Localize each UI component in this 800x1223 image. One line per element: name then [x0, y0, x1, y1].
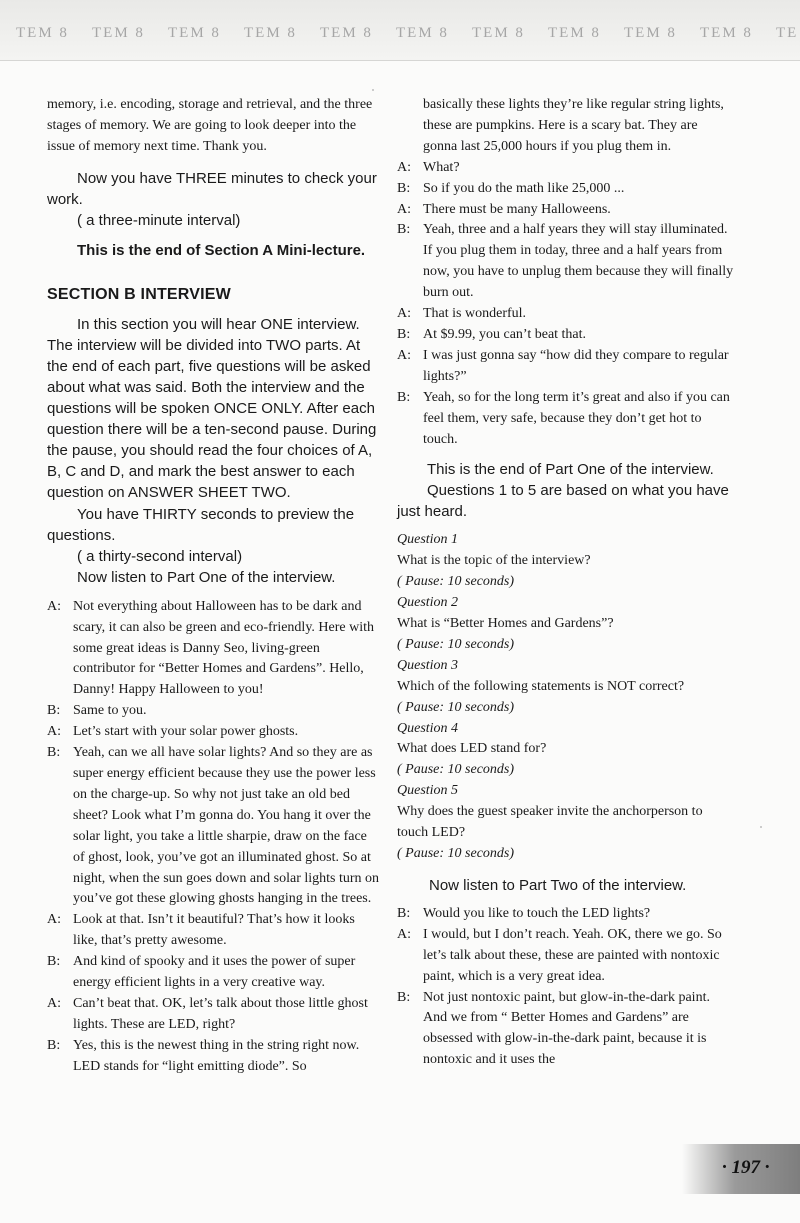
speaker-text: Would you like to touch the LED lights?	[423, 905, 651, 921]
speaker-text: At $9.99, you can’t beat that.	[423, 326, 587, 342]
check-work-instruction: Now you have THREE minutes to check your work.	[47, 169, 377, 208]
running-header	[0, 0, 800, 61]
header-tab: TEM 8	[700, 25, 753, 41]
question-text: What is “Better Homes and Gardens”?	[397, 616, 614, 632]
header-tab: TEM 8	[244, 25, 297, 41]
speaker-text: What?	[423, 159, 460, 175]
header-tab: TEM 8	[548, 25, 601, 41]
speaker-label: B:	[47, 1037, 61, 1053]
question-text: What does LED stand for?	[397, 741, 547, 757]
speaker-text: And kind of spooky and it uses the power of super energy efficient lights in a very creative way.	[73, 954, 356, 991]
question-pause: ( Pause: 10 seconds)	[397, 574, 515, 590]
section-b-instructions: In this section you will hear ONE interview. The interview will be divided into TWO parts. At the end of each part, five questions will be asked about what was said. Both the interview and the questions will be spoken ONCE ONLY. After each question there will be a ten-second pause. During the pause, you should read the four choices of A, B, C and D, and mark the best answer to each question on ANSWER SHEET TWO.	[47, 315, 377, 501]
question-pause: ( Pause: 10 seconds)	[397, 699, 515, 715]
header-tab: TEM 8	[320, 25, 373, 41]
speaker-text: Yeah, so for the long term it’s great and also if you can feel them, very safe, because they don’t get hot to touch.	[423, 389, 730, 447]
question-text: What is the topic of the interview?	[397, 553, 591, 569]
left-column	[47, 95, 381, 1078]
speaker-text: Not just nontoxic paint, but glow-in-the-dark paint. And we from “ Better Homes and Gardens” are obsessed with glow-in-the-dark paint, because it is nontoxic and it uses the	[423, 989, 710, 1068]
speaker-text: I was just gonna say “how did they compare to regular lights?”	[423, 347, 729, 384]
speaker-label: A:	[397, 347, 411, 363]
speaker-label: B:	[47, 745, 61, 761]
dialogue-turn	[397, 220, 734, 304]
question-text: Which of the following statements is NOT correct?	[397, 678, 685, 694]
speaker-label: A:	[397, 201, 411, 217]
speaker-label: A:	[397, 159, 411, 175]
speaker-text: Look at that. Isn’t it beautiful? That’s how it looks like, that’s pretty awesome.	[73, 912, 355, 949]
header-tab: TEM 8	[16, 25, 69, 41]
question-label: Question 4	[397, 720, 459, 736]
speaker-label: A:	[397, 306, 411, 322]
header-tab: TEM 8	[472, 25, 525, 41]
speaker-label: A:	[47, 995, 61, 1011]
dialogue-turn	[397, 925, 734, 988]
speaker-label: A:	[397, 926, 411, 942]
speaker-text: Yeah, three and a half years they will stay illuminated. If you plug them in today, three and a half years from now, you have to unplug them because they will finally burn out.	[423, 222, 734, 301]
dialogue-turn	[47, 952, 381, 994]
continuation-paragraph: basically these lights they’re like regular string lights, these are pumpkins. Here is a scary bat. They are gonna last 25,000 hours if you plug them in.	[423, 97, 724, 154]
section-b-heading: SECTION B INTERVIEW	[47, 285, 231, 303]
listen-part-one: Now listen to Part One of the interview.	[77, 568, 336, 586]
end-section-a: This is the end of Section A Mini-lecture.	[77, 241, 366, 259]
dialogue-turn	[397, 388, 734, 451]
speaker-label: B:	[397, 989, 411, 1005]
dialogue-turn	[47, 701, 381, 722]
interval-note: ( a thirty-second interval)	[77, 547, 243, 565]
question-pause: ( Pause: 10 seconds)	[397, 762, 515, 778]
preview-instruction: You have THIRTY seconds to preview the questions.	[47, 505, 355, 544]
questions-intro: Questions 1 to 5 are based on what you have just heard.	[397, 482, 729, 521]
question-label: Question 3	[397, 657, 459, 673]
right-column	[397, 95, 734, 1071]
dialogue-part-one-continued	[397, 158, 734, 451]
speaker-label: B:	[397, 905, 411, 921]
question-pause: ( Pause: 10 seconds)	[397, 636, 515, 652]
dialogue-turn	[397, 200, 734, 221]
end-part-one: This is the end of Part One of the interview.	[427, 461, 714, 479]
question-list	[397, 530, 734, 865]
speaker-text: Let’s start with your solar power ghosts.	[73, 724, 299, 740]
dialogue-turn	[47, 743, 381, 910]
header-tab: TE	[776, 25, 799, 41]
dialogue-turn	[397, 904, 734, 925]
listen-part-two: Now listen to Part Two of the interview.	[429, 876, 687, 894]
speaker-label: A:	[47, 598, 61, 614]
page-number-tab	[682, 1144, 800, 1194]
page-number: · 197 ·	[722, 1157, 770, 1178]
question-label: Question 5	[397, 783, 459, 799]
intro-paragraph: memory, i.e. encoding, storage and retrieval, and the three stages of memory. We are going to look deeper into the issue of memory next time. Thank you.	[47, 97, 373, 154]
question-pause: ( Pause: 10 seconds)	[397, 846, 515, 861]
speaker-label: A:	[47, 724, 61, 740]
header-tab: TEM 8	[92, 25, 145, 41]
question-label: Question 1	[397, 532, 459, 548]
speaker-text: I would, but I don’t reach. Yeah. OK, there we go. So let’s talk about these, these are painted with nontoxic paint, which is a very great idea.	[423, 926, 722, 984]
dialogue-turn	[47, 722, 381, 743]
header-tab: TEM 8	[624, 25, 677, 41]
header-tabs	[16, 24, 800, 42]
speaker-label: B:	[47, 703, 61, 719]
dialogue-turn	[47, 994, 381, 1036]
question-label: Question 2	[397, 595, 459, 611]
header-tab: TEM 8	[168, 25, 221, 41]
speaker-text: Same to you.	[73, 703, 147, 719]
speaker-label: B:	[397, 222, 411, 238]
scan-speck	[372, 89, 374, 91]
speaker-label: B:	[397, 326, 411, 342]
dialogue-part-one	[47, 597, 381, 1078]
dialogue-turn	[397, 988, 734, 1072]
dialogue-part-two	[397, 904, 734, 1071]
speaker-label: B:	[397, 180, 411, 196]
speaker-label: A:	[47, 912, 61, 928]
dialogue-turn	[397, 179, 734, 200]
dialogue-turn	[47, 597, 381, 702]
speaker-text: That is wonderful.	[423, 306, 527, 322]
speaker-text: There must be many Halloweens.	[423, 201, 611, 217]
header-tab: TEM 8	[396, 25, 449, 41]
dialogue-turn	[397, 304, 734, 325]
dialogue-turn	[397, 158, 734, 179]
scan-speck	[760, 826, 762, 828]
dialogue-turn	[397, 346, 734, 388]
speaker-text: Can’t beat that. OK, let’s talk about those little ghost lights. These are LED, right?	[73, 995, 368, 1032]
speaker-label: B:	[397, 389, 411, 405]
speaker-text: Not everything about Halloween has to be dark and scary, it can also be green and eco-friendly. Here with some great ideas is Danny Seo, living-green contributor for “Better Homes and Gardens”. Hello, Danny! Happy Halloween to you!	[73, 598, 374, 698]
interval-note: ( a three-minute interval)	[77, 211, 241, 229]
question-text: Why does the guest speaker invite the anchorperson to touch LED?	[397, 804, 703, 841]
dialogue-turn	[397, 325, 734, 346]
speaker-text: Yeah, can we all have solar lights? And so they are as super energy efficient because they use the power less on the charge-up. So why not just take an old bed sheet? Look what I’m gonna do. You hang it over the solar light, you take a little sharpie, draw on the face of ghost, look, you’ve got an illuminated ghost. So at night, when the sun goes down and solar lights turn on you’ve got these glowing ghosts hanging in the trees.	[73, 745, 380, 907]
speaker-text: Yes, this is the newest thing in the string right now. LED stands for “light emitting diode”. So	[73, 1037, 360, 1074]
speaker-label: B:	[47, 954, 61, 970]
dialogue-turn	[47, 1036, 381, 1078]
speaker-text: So if you do the math like 25,000 ...	[423, 180, 625, 196]
dialogue-turn	[47, 910, 381, 952]
